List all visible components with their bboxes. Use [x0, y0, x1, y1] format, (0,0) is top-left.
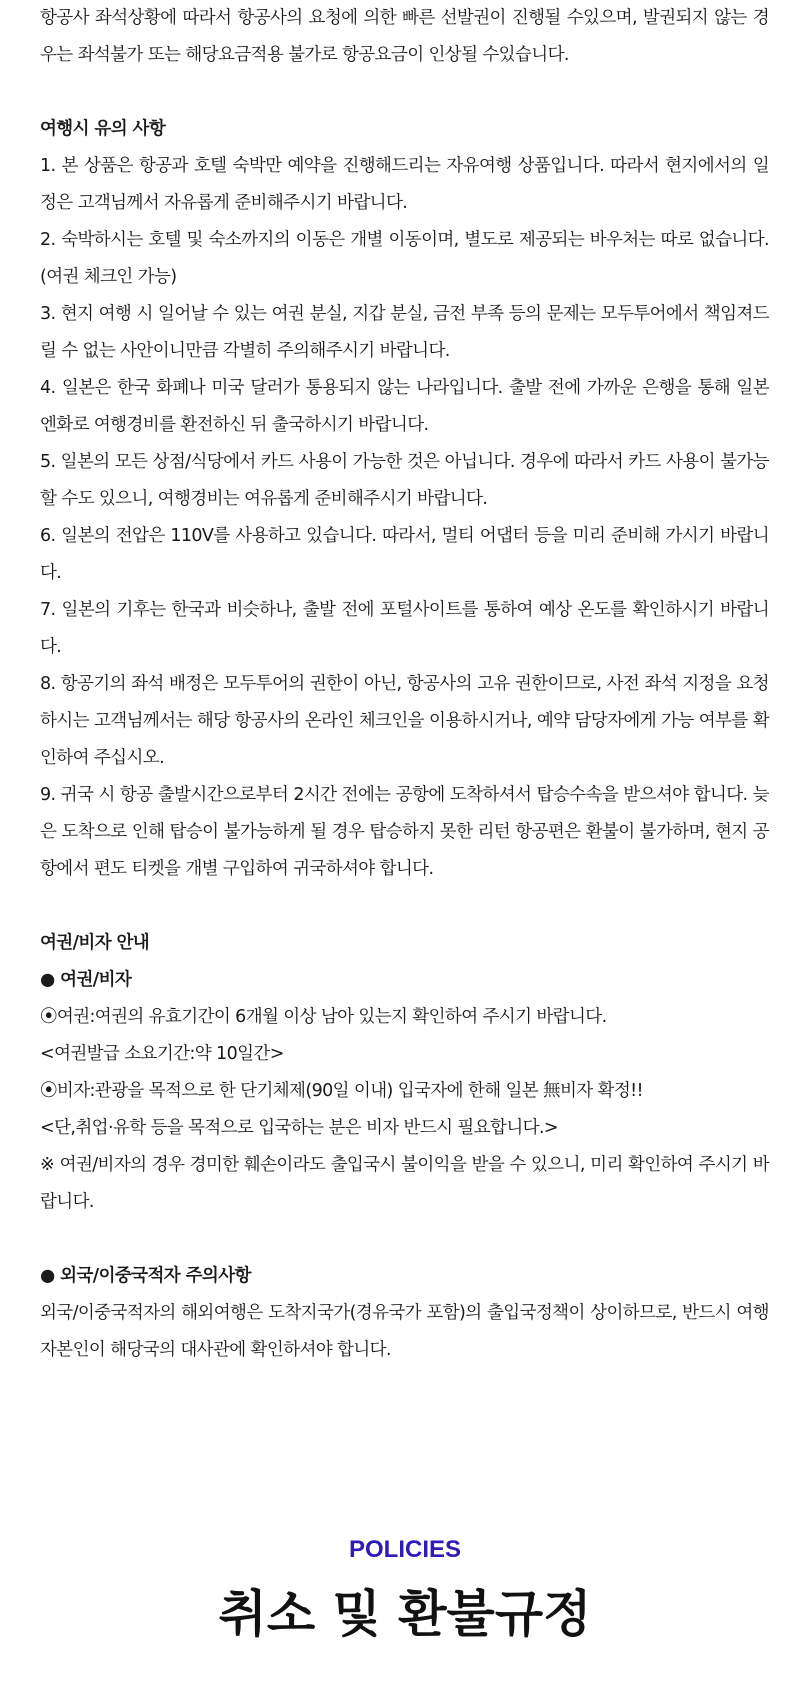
passport-damage-warning: ※ 여권/비자의 경우 경미한 훼손이라도 출입국시 불이익을 받을 수 있으니, 미리 확인하여 주시기 바랍니다.	[40, 1155, 769, 1212]
section-gap	[40, 1221, 769, 1258]
notice-content	[40, 0, 769, 1369]
policies-section	[0, 1530, 810, 1650]
passport-issue-period-line: <여권발급 소요기간:약 10일간>	[40, 1044, 284, 1064]
visa-required-line: <단,취업·유학 등을 목적으로 입국하는 분은 비자 반드시 필요합니다.>	[40, 1118, 558, 1138]
passport-validity-line: ⦿여권:여권의 유효기간이 6개월 이상 남아 있는지 확인하여 주시기 바랍니다.	[40, 1007, 607, 1027]
foreign-notice-heading: ● 외국/이중국적자 주의사항	[40, 1266, 251, 1286]
passport-visa-subheading: ● 여권/비자	[40, 970, 132, 990]
travel-note-item-5: 5. 일본의 모든 상점/식당에서 카드 사용이 가능한 것은 아닙니다. 경우에 따라서 카드 사용이 불가능할 수도 있으니, 여행경비는 여유롭게 준비해주시기 바랍니다.	[40, 452, 769, 509]
travel-notes-heading: 여행시 유의 사항	[40, 119, 166, 139]
section-gap	[40, 888, 769, 925]
travel-note-item-3: 3. 현지 여행 시 일어날 수 있는 여권 분실, 지갑 분실, 금전 부족 등의 문제는 모두투어에서 책임져드릴 수 없는 사안이니만큼 각별히 주의해주시기 바랍니다.	[40, 304, 769, 361]
visa-exemption-line: ⦿비자:관광을 목적으로 한 단기체제(90일 이내) 입국자에 한해 일본 無비자 확정!!	[40, 1081, 643, 1101]
foreign-notice-text: 외국/이중국적자의 해외여행은 도착지국가(경유국가 포함)의 출입국정책이 상이하므로, 반드시 여행자본인이 해당국의 대사관에 확인하셔야 합니다.	[40, 1303, 769, 1360]
policies-label: POLICIES	[348, 1536, 462, 1563]
travel-note-item-9: 9. 귀국 시 항공 출발시간으로부터 2시간 전에는 공항에 도착하셔서 탑승수속을 받으셔야 합니다. 늦은 도착으로 인해 탑승이 불가능하게 될 경우 탑승하지 못한 리턴 항공편은 환불이 불가하며, 현지 공항에서 편도 티켓을 개별 구입하여 귀국하셔야 합니다.	[40, 785, 769, 879]
travel-note-item-7: 7. 일본의 기후는 한국과 비슷하나, 출발 전에 포털사이트를 통하여 예상 온도를 확인하시기 바랍니다.	[40, 600, 769, 657]
travel-note-item-1: 1. 본 상품은 항공과 호텔 숙박만 예약을 진행해드리는 자유여행 상품입니다. 따라서 현지에서의 일정은 고객님께서 자유롭게 준비해주시기 바랍니다.	[40, 156, 769, 213]
intro-paragraph: 항공사 좌석상황에 따라서 항공사의 요청에 의한 빠른 선발권이 진행될 수있으며, 발권되지 않는 경우는 좌석불가 또는 해당요금적용 불가로 항공요금이 인상될 수있습니다.	[40, 8, 769, 65]
passport-visa-heading: 여권/비자 안내	[40, 933, 150, 953]
policies-title: 취소 및 환불규정	[218, 1585, 592, 1643]
section-gap	[40, 74, 769, 111]
travel-note-item-8: 8. 항공기의 좌석 배정은 모두투어의 권한이 아닌, 항공사의 고유 권한이므로, 사전 좌석 지정을 요청하시는 고객님께서는 해당 항공사의 온라인 체크인을 이용하시거나, 예약 담당자에게 가능 여부를 확인하여 주십시오.	[40, 674, 769, 768]
travel-note-item-6: 6. 일본의 전압은 110V를 사용하고 있습니다. 따라서, 멀티 어댑터 등을 미리 준비해 가시기 바랍니다.	[40, 526, 769, 583]
travel-note-item-2: 2. 숙박하시는 호텔 및 숙소까지의 이동은 개별 이동이며, 별도로 제공되는 바우처는 따로 없습니다. (여권 체크인 가능)	[40, 230, 769, 287]
travel-note-item-4: 4. 일본은 한국 화폐나 미국 달러가 통용되지 않는 나라입니다. 출발 전에 가까운 은행을 통해 일본 엔화로 여행경비를 환전하신 뒤 출국하시기 바랍니다.	[40, 378, 769, 435]
